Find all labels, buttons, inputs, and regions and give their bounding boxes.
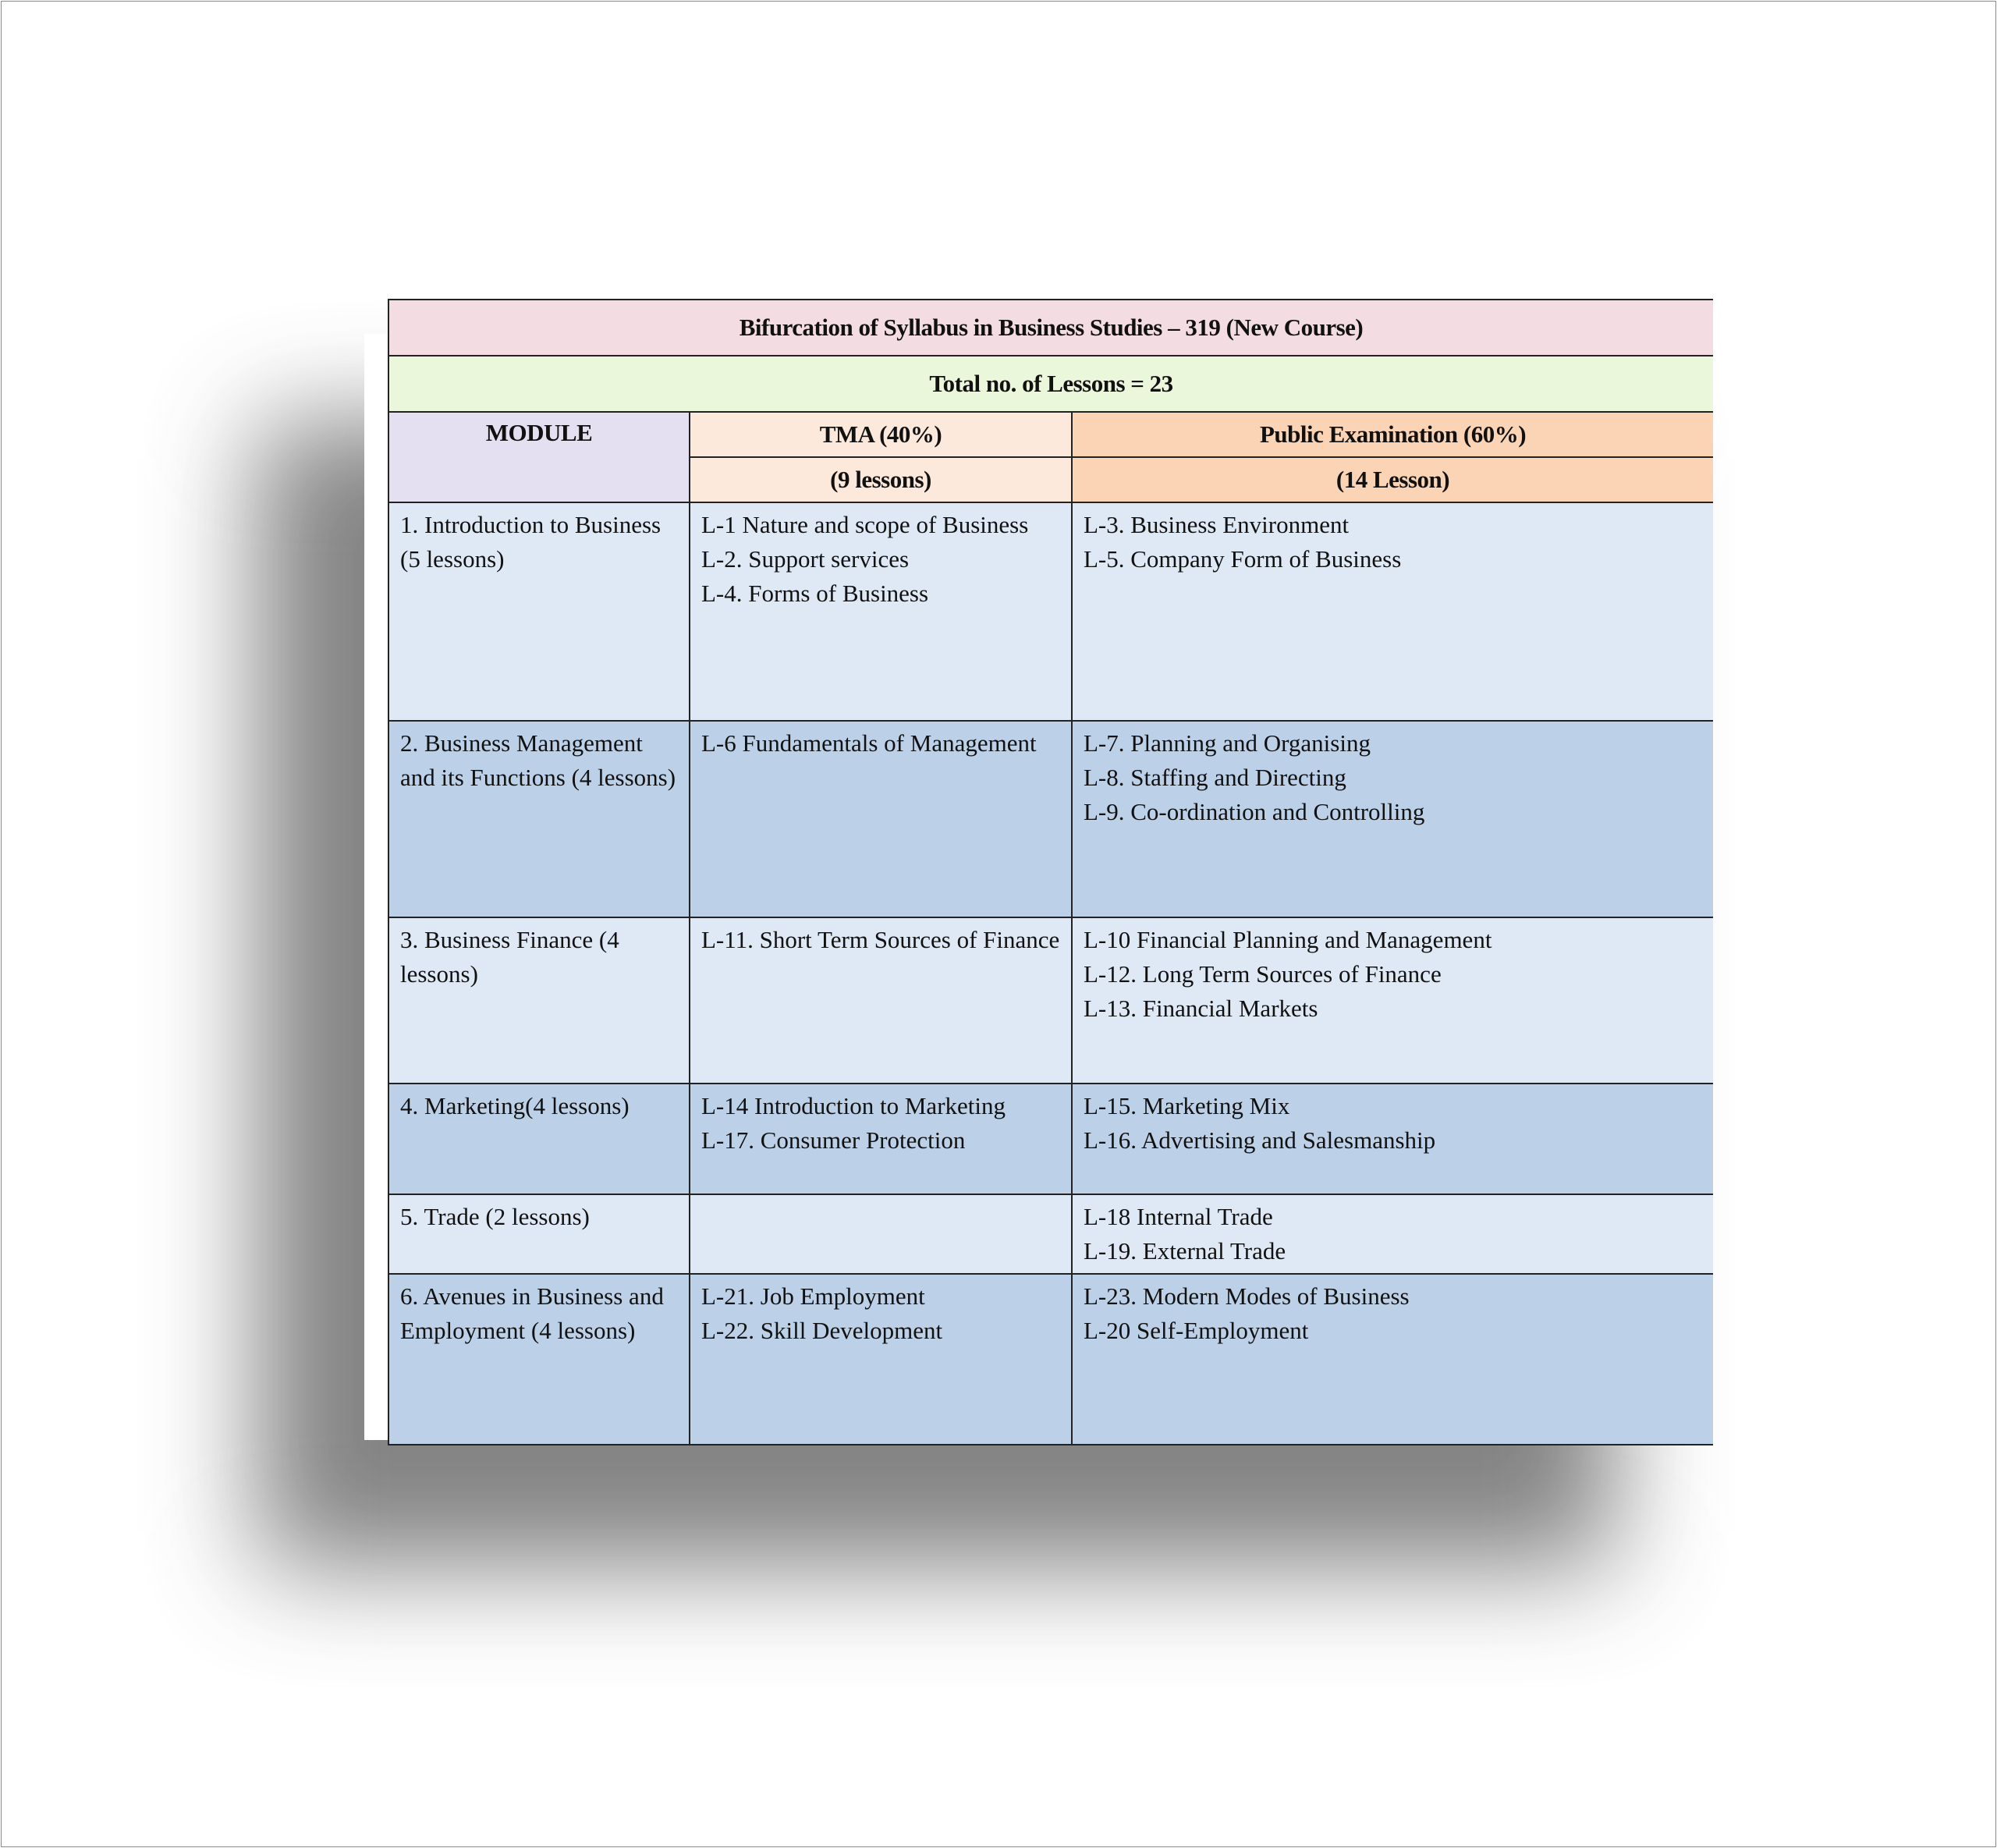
table-row xyxy=(388,721,1713,917)
lesson-item: L-6 Fundamentals of Management xyxy=(701,729,1037,757)
tma-cell xyxy=(690,721,1072,917)
table-row xyxy=(388,1194,1713,1274)
public-exam-cell xyxy=(1072,502,1713,721)
total-lessons: Total no. of Lessons = 23 xyxy=(388,356,1713,412)
lesson-item: L-11. Short Term Sources of Finance xyxy=(701,926,1060,953)
lesson-item: L-15. Marketing Mix xyxy=(1084,1092,1290,1119)
lesson-item: L-5. Company Form of Business xyxy=(1084,545,1402,573)
public-exam-cell xyxy=(1072,1084,1713,1194)
lesson-item: L-8. Staffing and Directing xyxy=(1084,764,1346,791)
module-cell xyxy=(388,1274,690,1445)
lesson-item: L-13. Financial Markets xyxy=(1084,995,1318,1022)
public-exam-cell xyxy=(1072,1274,1713,1445)
lesson-item: L-9. Co-ordination and Controlling xyxy=(1084,798,1425,825)
lesson-item: L-4. Forms of Business xyxy=(701,580,929,607)
lesson-item: L-7. Planning and Organising xyxy=(1084,729,1371,757)
module-name: 4. Marketing(4 lessons) xyxy=(400,1092,630,1119)
lesson-item: L-14 Introduction to Marketing xyxy=(701,1092,1006,1119)
table-row xyxy=(388,917,1713,1084)
module-name: 2. Business Management and its Functions (4 lessons) xyxy=(400,729,676,791)
module-cell xyxy=(388,721,690,917)
lesson-item: L-22. Skill Development xyxy=(701,1317,943,1344)
module-name: 1. Introduction to Business (5 lessons) xyxy=(400,511,662,573)
lesson-item: L-23. Modern Modes of Business xyxy=(1084,1282,1410,1310)
table-row xyxy=(388,502,1713,721)
tma-cell xyxy=(690,1084,1072,1194)
tma-cell xyxy=(690,917,1072,1084)
tma-cell xyxy=(690,1194,1072,1274)
public-exam-header: Public Examination (60%) xyxy=(1072,412,1713,457)
module-cell xyxy=(388,502,690,721)
lesson-item: L-3. Business Environment xyxy=(1084,511,1350,538)
module-cell xyxy=(388,1084,690,1194)
lesson-item: L-16. Advertising and Salesmanship xyxy=(1084,1126,1436,1154)
tma-cell xyxy=(690,502,1072,721)
lesson-item: L-21. Job Employment xyxy=(701,1282,925,1310)
lesson-item: L-18 Internal Trade xyxy=(1084,1203,1273,1230)
tma-cell xyxy=(690,1274,1072,1445)
lesson-item: L-17. Consumer Protection xyxy=(701,1126,966,1154)
lesson-item: L-12. Long Term Sources of Finance xyxy=(1084,960,1442,988)
public-exam-cell xyxy=(1072,721,1713,917)
lesson-item: L-19. External Trade xyxy=(1084,1237,1286,1265)
table-row xyxy=(388,1274,1713,1445)
table-title: Bifurcation of Syllabus in Business Studies – 319 (New Course) xyxy=(388,300,1713,356)
public-exam-cell xyxy=(1072,1194,1713,1274)
module-name: 6. Avenues in Business and Employment (4 lessons) xyxy=(400,1282,664,1344)
lesson-item: L-10 Financial Planning and Management xyxy=(1084,926,1492,953)
module-cell xyxy=(388,1194,690,1274)
module-cell xyxy=(388,917,690,1084)
lesson-item: L-2. Support services xyxy=(701,545,910,573)
lesson-item: L-20 Self-Employment xyxy=(1084,1317,1309,1344)
module-name: 5. Trade (2 lessons) xyxy=(400,1203,590,1230)
tma-lesson-count: (9 lessons) xyxy=(690,457,1072,502)
syllabus-table xyxy=(388,299,1713,1445)
lesson-item: L-1 Nature and scope of Business xyxy=(701,511,1029,538)
public-exam-cell xyxy=(1072,917,1713,1084)
table-row xyxy=(388,1084,1713,1194)
tma-header: TMA (40%) xyxy=(690,412,1072,457)
public-exam-lesson-count: (14 Lesson) xyxy=(1072,457,1713,502)
module-name: 3. Business Finance (4 lessons) xyxy=(400,926,619,988)
module-header: MODULE xyxy=(388,412,690,502)
